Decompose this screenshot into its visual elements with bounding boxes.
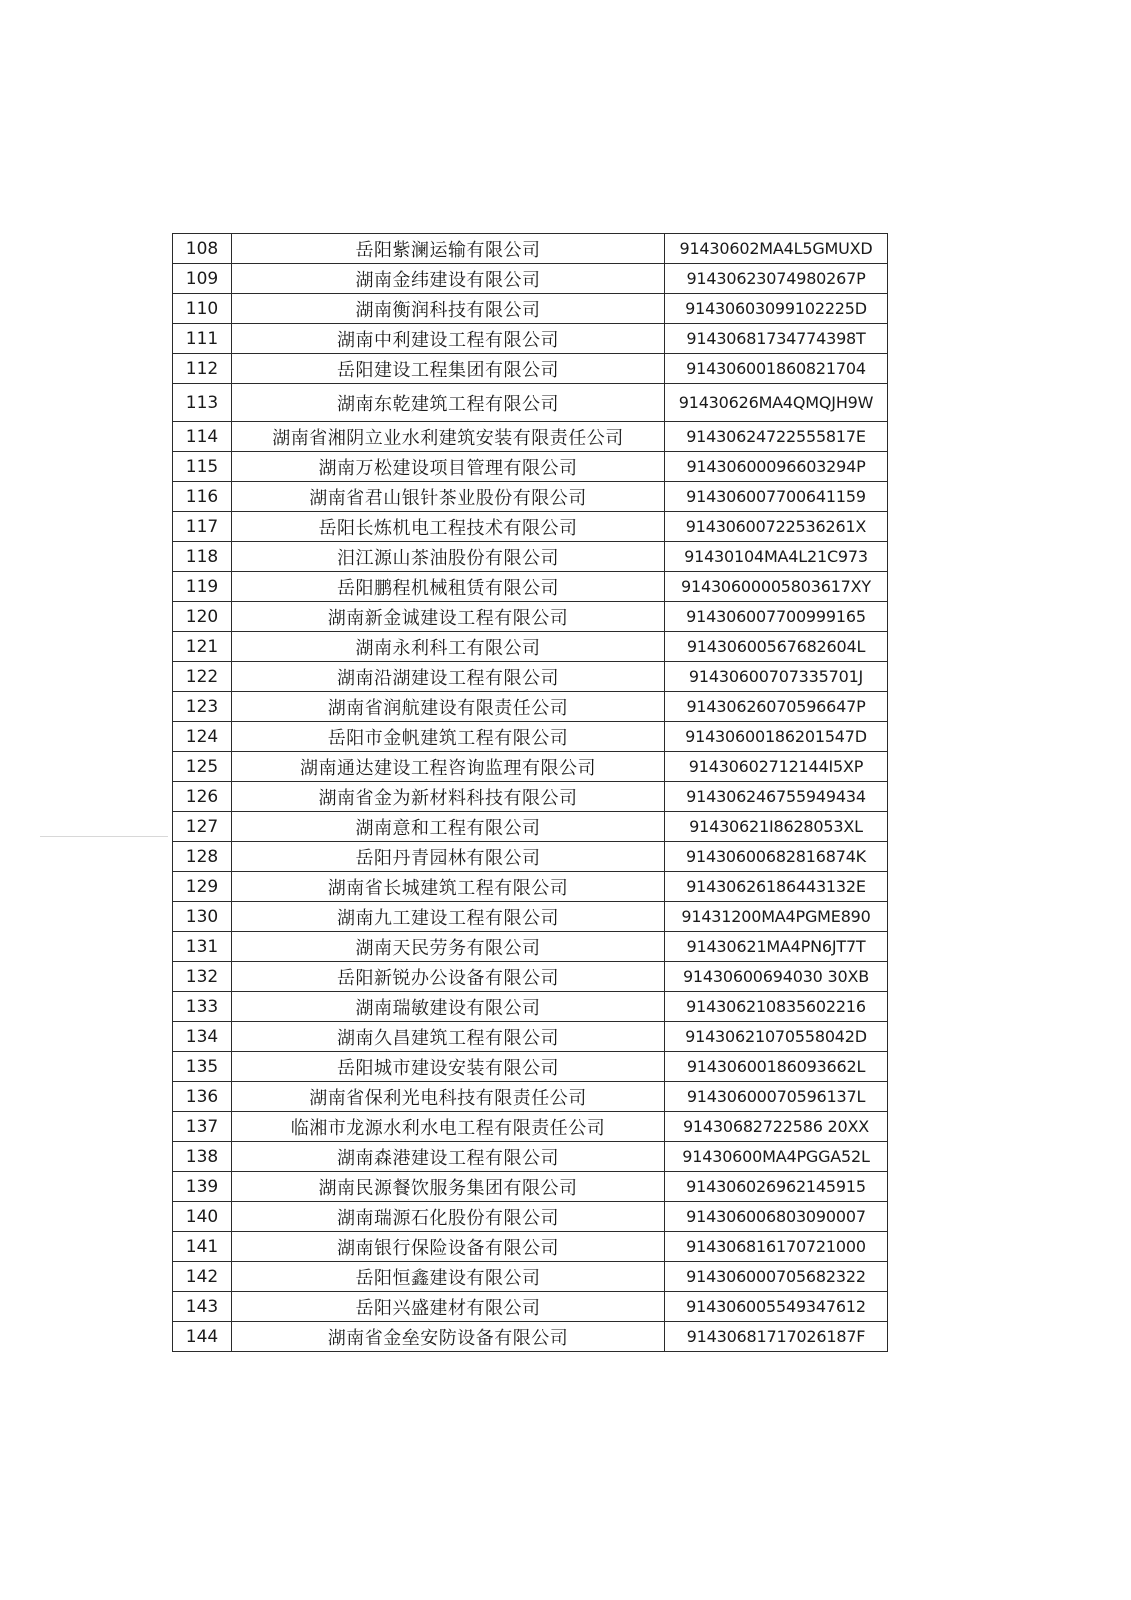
table-row: [173, 264, 888, 294]
credit-code-cell: 91430681734774398T: [665, 324, 888, 354]
row-number-cell: 114: [173, 422, 232, 452]
company-name-cell: 湖南省金为新材料科技有限公司: [232, 782, 665, 812]
table-row: [173, 1082, 888, 1112]
table-row: [173, 572, 888, 602]
company-name-cell: 湖南瑞源石化股份有限公司: [232, 1202, 665, 1232]
table-row: [173, 812, 888, 842]
company-name-cell: 湖南金纬建设有限公司: [232, 264, 665, 294]
table-row: [173, 1232, 888, 1262]
row-number-cell: 141: [173, 1232, 232, 1262]
credit-code-cell: 914306007700999165: [665, 602, 888, 632]
credit-code-cell: 91430600096603294P: [665, 452, 888, 482]
credit-code-cell: 91430603099102225D: [665, 294, 888, 324]
company-name-cell: 湖南万松建设项目管理有限公司: [232, 452, 665, 482]
company-name-cell: 岳阳长炼机电工程技术有限公司: [232, 512, 665, 542]
row-number-cell: 134: [173, 1022, 232, 1052]
table-row: [173, 662, 888, 692]
table-row: [173, 872, 888, 902]
row-number-cell: 109: [173, 264, 232, 294]
company-name-cell: 岳阳鹏程机械租赁有限公司: [232, 572, 665, 602]
company-name-cell: 岳阳恒鑫建设有限公司: [232, 1262, 665, 1292]
credit-code-cell: 914306210835602216: [665, 992, 888, 1022]
credit-code-cell: 91430626MA4QMQJH9W: [665, 384, 888, 422]
credit-code-cell: 91430104MA4L21C973: [665, 542, 888, 572]
row-number-cell: 118: [173, 542, 232, 572]
table-row: [173, 1112, 888, 1142]
row-number-cell: 115: [173, 452, 232, 482]
company-name-cell: 岳阳新锐办公设备有限公司: [232, 962, 665, 992]
table-row: [173, 962, 888, 992]
row-number-cell: 144: [173, 1322, 232, 1352]
credit-code-cell: 914306007700641159: [665, 482, 888, 512]
table-row: [173, 234, 888, 264]
company-name-cell: 湖南衡润科技有限公司: [232, 294, 665, 324]
company-name-cell: 湖南中利建设工程有限公司: [232, 324, 665, 354]
row-number-cell: 128: [173, 842, 232, 872]
row-number-cell: 119: [173, 572, 232, 602]
credit-code-cell: 91430623074980267P: [665, 264, 888, 294]
row-number-cell: 130: [173, 902, 232, 932]
table-row: [173, 902, 888, 932]
credit-code-cell: 91430600694030 30XB: [665, 962, 888, 992]
company-name-cell: 湖南瑞敏建设有限公司: [232, 992, 665, 1022]
company-name-cell: 岳阳紫澜运输有限公司: [232, 234, 665, 264]
credit-code-cell: 914306816170721000: [665, 1232, 888, 1262]
scan-artifact-line: [40, 836, 168, 837]
company-name-cell: 湖南新金诚建设工程有限公司: [232, 602, 665, 632]
company-name-cell: 湖南永利科工有限公司: [232, 632, 665, 662]
table-row: [173, 452, 888, 482]
credit-code-cell: 91430626070596647P: [665, 692, 888, 722]
credit-code-cell: 914306000705682322: [665, 1262, 888, 1292]
company-name-cell: 湖南东乾建筑工程有限公司: [232, 384, 665, 422]
row-number-cell: 120: [173, 602, 232, 632]
table-row: [173, 1022, 888, 1052]
credit-code-cell: 91431200MA4PGME890: [665, 902, 888, 932]
company-name-cell: 湖南省君山银针茶业股份有限公司: [232, 482, 665, 512]
company-name-cell: 岳阳市金帆建筑工程有限公司: [232, 722, 665, 752]
company-name-cell: 岳阳丹青园林有限公司: [232, 842, 665, 872]
company-name-cell: 临湘市龙源水利水电工程有限责任公司: [232, 1112, 665, 1142]
table-row: [173, 354, 888, 384]
row-number-cell: 117: [173, 512, 232, 542]
row-number-cell: 140: [173, 1202, 232, 1232]
row-number-cell: 132: [173, 962, 232, 992]
row-number-cell: 142: [173, 1262, 232, 1292]
table-row: [173, 722, 888, 752]
table-row: [173, 1292, 888, 1322]
table-row: [173, 1202, 888, 1232]
credit-code-cell: 914306005549347612: [665, 1292, 888, 1322]
credit-code-cell: 91430602MA4L5GMUXD: [665, 234, 888, 264]
table-row: [173, 992, 888, 1022]
table-row: [173, 1052, 888, 1082]
row-number-cell: 122: [173, 662, 232, 692]
table-row: [173, 294, 888, 324]
row-number-cell: 112: [173, 354, 232, 384]
company-name-cell: 湖南意和工程有限公司: [232, 812, 665, 842]
credit-code-cell: 91430621070558042D: [665, 1022, 888, 1052]
table-row: [173, 752, 888, 782]
company-name-cell: 湖南久昌建筑工程有限公司: [232, 1022, 665, 1052]
company-name-cell: 汨江源山茶油股份有限公司: [232, 542, 665, 572]
company-name-cell: 湖南天民劳务有限公司: [232, 932, 665, 962]
credit-code-cell: 914306246755949434: [665, 782, 888, 812]
credit-code-cell: 91430600186093662L: [665, 1052, 888, 1082]
table-row: [173, 1142, 888, 1172]
company-name-cell: 岳阳兴盛建材有限公司: [232, 1292, 665, 1322]
credit-code-cell: 91430682722586 20XX: [665, 1112, 888, 1142]
credit-code-cell: 91430600722536261X: [665, 512, 888, 542]
row-number-cell: 135: [173, 1052, 232, 1082]
row-number-cell: 143: [173, 1292, 232, 1322]
row-number-cell: 137: [173, 1112, 232, 1142]
company-name-cell: 岳阳城市建设安装有限公司: [232, 1052, 665, 1082]
credit-code-cell: 914306001860821704: [665, 354, 888, 384]
row-number-cell: 127: [173, 812, 232, 842]
row-number-cell: 139: [173, 1172, 232, 1202]
credit-code-cell: 91430600MA4PGGA52L: [665, 1142, 888, 1172]
credit-code-cell: 91430600070596137L: [665, 1082, 888, 1112]
credit-code-cell: 91430602712144I5XP: [665, 752, 888, 782]
company-name-cell: 湖南森港建设工程有限公司: [232, 1142, 665, 1172]
company-name-cell: 湖南民源餐饮服务集团有限公司: [232, 1172, 665, 1202]
credit-code-cell: 914306026962145915: [665, 1172, 888, 1202]
row-number-cell: 116: [173, 482, 232, 512]
table-row: [173, 542, 888, 572]
credit-code-cell: 91430600707335701J: [665, 662, 888, 692]
company-name-cell: 湖南省长城建筑工程有限公司: [232, 872, 665, 902]
credit-code-cell: 914306006803090007: [665, 1202, 888, 1232]
company-name-cell: 湖南省金垒安防设备有限公司: [232, 1322, 665, 1352]
credit-code-cell: 91430621I8628053XL: [665, 812, 888, 842]
registry-table-body: [173, 234, 888, 1352]
row-number-cell: 124: [173, 722, 232, 752]
table-row: [173, 324, 888, 354]
table-row: [173, 422, 888, 452]
row-number-cell: 123: [173, 692, 232, 722]
row-number-cell: 133: [173, 992, 232, 1022]
table-row: [173, 482, 888, 512]
table-row: [173, 512, 888, 542]
credit-code-cell: 91430681717026187F: [665, 1322, 888, 1352]
row-number-cell: 138: [173, 1142, 232, 1172]
row-number-cell: 108: [173, 234, 232, 264]
credit-code-cell: 91430626186443132E: [665, 872, 888, 902]
credit-code-cell: 91430600567682604L: [665, 632, 888, 662]
table-row: [173, 1322, 888, 1352]
table-row: [173, 932, 888, 962]
table-row: [173, 1262, 888, 1292]
credit-code-cell: 91430600682816874K: [665, 842, 888, 872]
table-row: [173, 632, 888, 662]
table-row: [173, 842, 888, 872]
company-name-cell: 湖南省保利光电科技有限责任公司: [232, 1082, 665, 1112]
row-number-cell: 126: [173, 782, 232, 812]
company-name-cell: 岳阳建设工程集团有限公司: [232, 354, 665, 384]
company-name-cell: 湖南省湘阴立业水利建筑安装有限责任公司: [232, 422, 665, 452]
company-name-cell: 湖南银行保险设备有限公司: [232, 1232, 665, 1262]
credit-code-cell: 91430624722555817E: [665, 422, 888, 452]
table-row: [173, 782, 888, 812]
company-registry-table: [172, 233, 888, 1352]
company-name-cell: 湖南通达建设工程咨询监理有限公司: [232, 752, 665, 782]
company-name-cell: 湖南沿湖建设工程有限公司: [232, 662, 665, 692]
table-row: [173, 692, 888, 722]
credit-code-cell: 91430600186201547D: [665, 722, 888, 752]
row-number-cell: 113: [173, 384, 232, 422]
table-row: [173, 602, 888, 632]
credit-code-cell: 91430621MA4PN6JT7T: [665, 932, 888, 962]
row-number-cell: 110: [173, 294, 232, 324]
credit-code-cell: 91430600005803617XY: [665, 572, 888, 602]
company-name-cell: 湖南九工建设工程有限公司: [232, 902, 665, 932]
table-row: [173, 1172, 888, 1202]
table-row: [173, 384, 888, 422]
company-name-cell: 湖南省润航建设有限责任公司: [232, 692, 665, 722]
row-number-cell: 129: [173, 872, 232, 902]
row-number-cell: 125: [173, 752, 232, 782]
row-number-cell: 121: [173, 632, 232, 662]
row-number-cell: 111: [173, 324, 232, 354]
row-number-cell: 131: [173, 932, 232, 962]
row-number-cell: 136: [173, 1082, 232, 1112]
